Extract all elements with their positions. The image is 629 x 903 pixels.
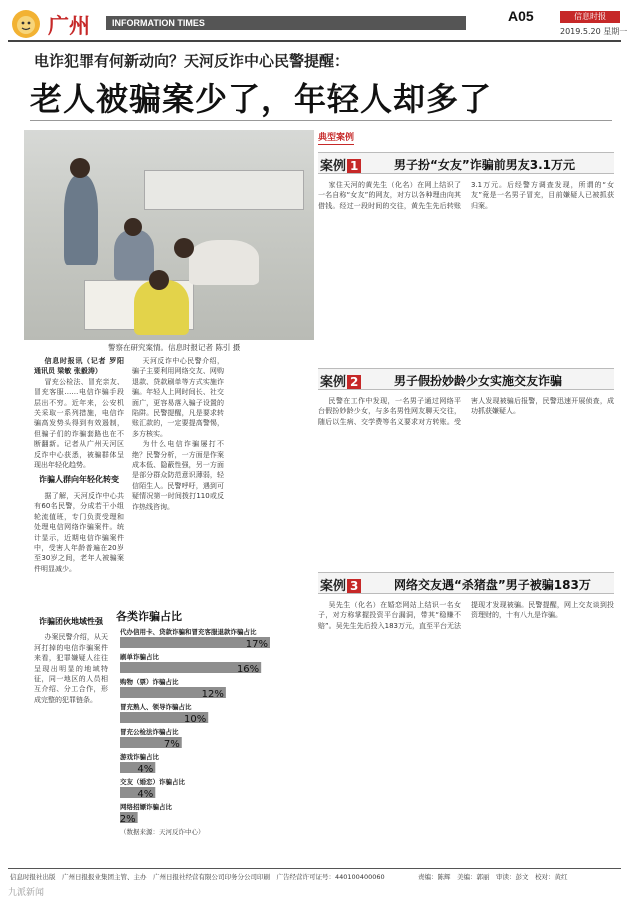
case-1-body — [318, 180, 614, 360]
case-1-number: 1 — [347, 159, 361, 173]
category-label: 购物（票）诈骗占比 — [120, 678, 179, 686]
footer-publisher: 信息时报社出版 广州日报报业集团主管、主办 广州日报社经营有限公司印务分公司印刷 广告经营许可证号：440100400060 — [10, 873, 385, 881]
value-label: 16% — [236, 664, 260, 675]
chart-title: 各类诈骗占比 — [116, 610, 182, 623]
category-label: 游戏诈骗占比 — [120, 753, 159, 761]
subhead-1: 诈骗人群向年轻化转变 — [39, 475, 119, 485]
issue-date: 2019.5.20 星期一 — [560, 27, 628, 36]
masthead — [8, 8, 628, 42]
category-label: 网络招嫖诈骗占比 — [120, 803, 172, 811]
value-label: 12% — [201, 689, 224, 700]
value-label: 7% — [163, 739, 180, 750]
lead-paragraph: 冒充公检法、冒充亲友、冒充客服……电信诈骗手段层出不穷。近年来，公安机关采取一系列措施，电信诈骗高发势头得到有效遏制，但骗子们的诈骗套路也在不断翻新。记者从广州天河区反诈中心获悉，被骗群体呈现出年轻化趋势。 — [34, 377, 124, 470]
category-label: 冒充熟人、领导诈骗占比 — [120, 703, 192, 711]
case-2-label — [320, 371, 361, 390]
byline: 信息时报讯（记者 罗阳 通讯员 梁敏 张毅涛） — [34, 357, 124, 376]
value-label: 17% — [245, 639, 268, 650]
case-2-word: 案例 — [320, 375, 347, 390]
photo-caption: 警察在研究案情。信息时报记者 陈引 摄 — [108, 343, 241, 352]
news-photo — [24, 130, 314, 340]
case-2-body — [318, 396, 614, 566]
case-2-title: 男子假扮妙龄少女实施交友诈骗 — [394, 374, 563, 388]
paragraph: 办案民警介绍，从天河打掉的电信诈骗案件来看，犯罪嫌疑人往往呈现出明显的地域特征，同一地区的人员相互介绍、分工合作，形成完整的犯罪链条。 — [34, 633, 108, 704]
section-city: 广州 — [48, 13, 90, 38]
case-2-number: 2 — [347, 375, 361, 389]
case-3-text: 吴先生（化名）在婚恋网站上结识一名女子，对方称掌握投资平台漏洞，带其“稳赚不赔”。吴先生先后投入183万元，直至平台无法提现才发现被骗。民警提醒，网上交友谈到投资理财的，十有八九是诈骗。 — [318, 601, 614, 630]
category-label: 冒充公检法诈骗占比 — [120, 728, 179, 736]
value-label: 4% — [137, 764, 154, 775]
case-3-title: 网络交友遇“杀猪盘”男子被骗183万 — [394, 578, 591, 592]
kicker: 电诈犯罪有何新动向？天河反诈中心民警提醒： — [34, 52, 350, 70]
value-label: 2% — [119, 814, 136, 825]
footer — [8, 868, 621, 894]
case-3-header — [318, 572, 614, 594]
fraud-share-chart — [116, 624, 280, 852]
case-1-header — [318, 152, 614, 174]
case-3-number: 3 — [347, 579, 361, 593]
category-label: 交友（婚恋）诈骗占比 — [120, 778, 185, 786]
paragraph: 为什么电信诈骗屡打不绝？民警分析，一方面是作案成本低、隐蔽性强，另一方面是部分群众防范意识薄弱，轻信陌生人。民警呼吁，遇到可疑情况第一时间拨打110或反诈热线咨询。 — [132, 440, 224, 511]
case-2-header — [318, 368, 614, 390]
category-label: 代办信用卡、贷款诈骗和冒充客服退款诈骗占比 — [120, 628, 257, 636]
headline-rule — [30, 120, 612, 121]
headline: 老人被骗案少了，年轻人却多了 — [30, 80, 493, 118]
article-left-column — [34, 356, 124, 608]
value-label: 4% — [137, 789, 154, 800]
case-2-text: 民警在工作中发现，一名男子通过网络平台假扮妙龄少女，与多名男性网友聊天交往，随后以生病、交学费等名义要求对方转账。受害人发现被骗后报警，民警迅速开展侦查，成功抓获嫌疑人。 — [318, 397, 614, 426]
paragraph: 天河反诈中心民警介绍，骗子主要利用网络交友、网购退款、贷款刷单等方式实施诈骗。年轻人上网时间长、社交面广，更容易落入骗子设置的陷阱。民警提醒，凡是要求转账汇款的，一定要提高警惕，多方核实。 — [132, 357, 224, 438]
case-1-label — [320, 155, 361, 174]
section-banner: INFORMATION TIMES — [106, 16, 466, 30]
case-1-word: 案例 — [320, 159, 347, 174]
subhead-2: 诈骗团伙地域性强 — [39, 617, 103, 626]
category-label: 刷单诈骗占比 — [120, 653, 159, 661]
value-label: 10% — [184, 714, 207, 725]
case-3-body — [318, 600, 614, 862]
paper-badge: 信息时报 — [560, 11, 620, 23]
page-number: A05 — [508, 8, 534, 24]
case-3-word: 案例 — [320, 579, 347, 594]
article-left-column-lower — [34, 612, 108, 862]
section-tag: 典型案例 — [318, 130, 354, 145]
article-mid-column — [132, 356, 224, 601]
case-1-title: 男子扮“女友”诈骗前男友3.1万元 — [394, 158, 576, 172]
chart-source: （数据来源：天河反诈中心） — [120, 828, 205, 836]
paragraph: 据了解，天河反诈中心共有60名民警，分成若干小组轮流值班，专门负责受理和处理电信网络诈骗案件。统计显示，近期电信诈骗案件中，受害人年龄普遍在20岁至30岁之间，老年人被骗案件明显减少。 — [34, 491, 124, 573]
case-1-text: 家住天河的黄先生（化名）在网上结识了一名自称“女友”的网友，对方以各种理由向其借钱。经过一段时间的交往，黄先生先后转账3.1万元。后经警方调查发现，所谓的“女友”竟是一名男子冒充，目前嫌疑人已被抓获归案。 — [318, 181, 614, 210]
footer-editors: 责编：陈辉 美编：郭丽 审读：彭文 校对：黄红 — [418, 873, 568, 881]
case-3-label — [320, 575, 361, 594]
lion-logo-icon — [8, 8, 44, 40]
watermark: 九派新闻 — [8, 888, 45, 898]
